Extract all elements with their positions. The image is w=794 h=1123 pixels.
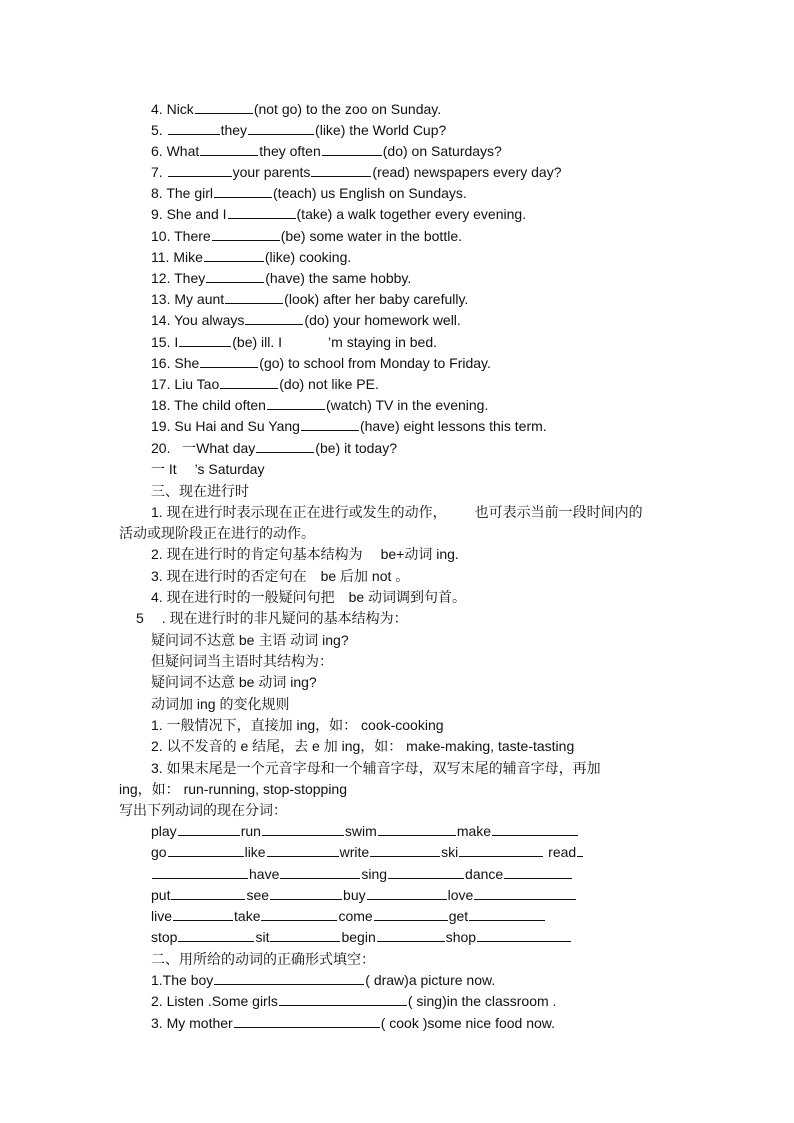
exercise-item-15: 15. I (be) ill. I ’m staying in bed. [151, 334, 437, 350]
exercise-item-10: 10. There (be) some water in the bottle. [151, 228, 462, 244]
rules-title: 动词加 ing 的变化规则 [151, 696, 290, 712]
exercise-item-16: 16. She (go) to school from Monday to Friday. [151, 355, 491, 371]
grammar-structure-2: 疑问词不达意 be 动词 ing? [151, 674, 317, 690]
exercise-item-17: 17. Liu Tao (do) not like PE. [151, 376, 379, 392]
answer-blank[interactable] [206, 269, 264, 283]
answer-blank[interactable] [280, 865, 360, 879]
answer-blank[interactable] [322, 142, 382, 156]
grammar-structure-note: 但疑问词当主语时其结构为： [151, 653, 333, 669]
answer-blank[interactable] [200, 354, 258, 368]
answer-blank[interactable] [214, 971, 364, 985]
exercise-b-item-2: 2. Listen .Some girls ( sing)in the classroom . [151, 993, 557, 1009]
exercise-item-9: 9. She and I (take) a walk together every evening. [151, 206, 527, 222]
section-title-present-continuous: 三、现在进行时 [151, 483, 249, 499]
participles-row-6: stop sit begin shop [151, 928, 572, 946]
exercise-item-14: 14. You always (do) your homework well. [151, 312, 461, 328]
answer-blank[interactable] [270, 886, 342, 900]
answer-blank[interactable] [459, 843, 543, 857]
answer-blank[interactable] [301, 417, 359, 431]
grammar-point-2: 2. 现在进行时的肯定句基本结构为 be+动词 ing. [151, 546, 459, 562]
answer-blank[interactable] [477, 928, 571, 942]
grammar-structure-1: 疑问词不达意 be 主语 动词 ing? [151, 632, 349, 648]
answer-blank[interactable] [370, 843, 440, 857]
grammar-point-1-line-2: 活动或现阶段正在进行的动作。 [119, 525, 315, 541]
rule-1: 1. 一般情况下，直接加 ing，如： cook-cooking [151, 717, 444, 733]
answer-blank[interactable] [168, 163, 232, 177]
answer-blank[interactable] [152, 865, 248, 879]
answer-blank[interactable] [267, 396, 325, 410]
answer-blank[interactable] [173, 907, 233, 921]
answer-blank[interactable] [178, 928, 254, 942]
grammar-point-1-line-1: 1. 现在进行时表示现在正在进行或发生的动作， 也可表示当前一段时间内的 [151, 504, 643, 520]
exercise-item-12: 12. They (have) the same hobby. [151, 270, 412, 286]
answer-blank[interactable] [171, 886, 245, 900]
answer-blank[interactable] [279, 992, 407, 1006]
answer-blank[interactable] [179, 333, 231, 347]
answer-blank[interactable] [388, 865, 464, 879]
answer-blank[interactable] [262, 822, 344, 836]
participles-row-3: have sing dance [151, 865, 573, 883]
participles-row-4: put see buy love [151, 886, 577, 904]
participles-title: 写出下列动词的现在分词： [119, 802, 287, 818]
rule-2: 2. 以不发音的 e 结尾，去 e 加 ing，如： make-making, taste-tasting [151, 738, 575, 754]
answer-blank[interactable] [367, 886, 447, 900]
answer-blank[interactable] [311, 163, 371, 177]
grammar-point-4: 4. 现在进行时的一般疑问句把 be 动词调到句首。 [151, 589, 467, 605]
participles-row-5: live take come get [151, 907, 546, 925]
answer-blank[interactable] [504, 865, 572, 879]
answer-blank[interactable] [200, 142, 258, 156]
answer-blank[interactable] [248, 121, 314, 135]
answer-blank[interactable] [212, 227, 280, 241]
answer-blank[interactable] [378, 822, 456, 836]
participles-row-1: play run swim make [151, 822, 579, 840]
answer-blank[interactable] [270, 928, 340, 942]
answer-blank[interactable] [267, 843, 339, 857]
answer-blank[interactable] [168, 843, 244, 857]
answer-blank[interactable] [178, 822, 240, 836]
answer-blank[interactable] [234, 1014, 380, 1028]
rule-3-line-1: 3. 如果末尾是一个元音字母和一个辅音字母，双写末尾的辅音字母，再加 [151, 760, 601, 776]
exercise-item-4: 4. Nick (not go) to the zoo on Sunday. [151, 101, 442, 117]
answer-blank[interactable] [214, 184, 272, 198]
answer-blank[interactable] [225, 290, 283, 304]
exercise-item-7: 7. your parents (read) newspapers every day? [151, 164, 562, 180]
exercise-item-20-answer: 一 It ’s Saturday [151, 461, 265, 477]
participles-row-2: go like write ski read [151, 843, 584, 861]
answer-blank[interactable] [204, 248, 264, 262]
exercise-item-8: 8. The girl (teach) us English on Sundays. [151, 185, 467, 201]
grammar-point-5: 5 . 现在进行时的非凡疑问的基本结构为： [136, 610, 408, 626]
answer-blank[interactable] [228, 205, 296, 219]
exercise-item-20: 20. 一What day (be) it today? [151, 440, 397, 456]
answer-blank[interactable] [256, 439, 314, 453]
answer-blank[interactable] [261, 907, 337, 921]
exercise-item-18: 18. The child often (watch) TV in the evening. [151, 397, 489, 413]
exercise-b-title: 二、用所给的动词的正确形式填空： [151, 951, 375, 967]
rule-3-line-2: ing，如： run-running, stop-stopping [119, 781, 348, 797]
answer-blank[interactable] [220, 375, 278, 389]
answer-blank[interactable] [577, 843, 583, 857]
answer-blank[interactable] [374, 907, 448, 921]
answer-blank[interactable] [492, 822, 578, 836]
exercise-item-6: 6. What they often (do) on Saturdays? [151, 143, 502, 159]
exercise-item-19: 19. Su Hai and Su Yang (have) eight lessons this term. [151, 418, 547, 434]
exercise-b-item-1: 1.The boy ( draw)a picture now. [151, 972, 496, 988]
exercise-item-11: 11. Mike (like) cooking. [151, 249, 352, 265]
exercise-b-item-3: 3. My mother ( cook )some nice food now. [151, 1015, 556, 1031]
answer-blank[interactable] [245, 311, 303, 325]
answer-blank[interactable] [377, 928, 445, 942]
grammar-point-3: 3. 现在进行时的否定句在 be 后加 not 。 [151, 568, 410, 584]
exercise-item-13: 13. My aunt (look) after her baby carefully. [151, 291, 469, 307]
answer-blank[interactable] [474, 886, 576, 900]
answer-blank[interactable] [469, 907, 545, 921]
answer-blank[interactable] [195, 100, 253, 114]
answer-blank[interactable] [168, 121, 220, 135]
exercise-item-5: 5. they (like) the World Cup? [151, 122, 447, 138]
